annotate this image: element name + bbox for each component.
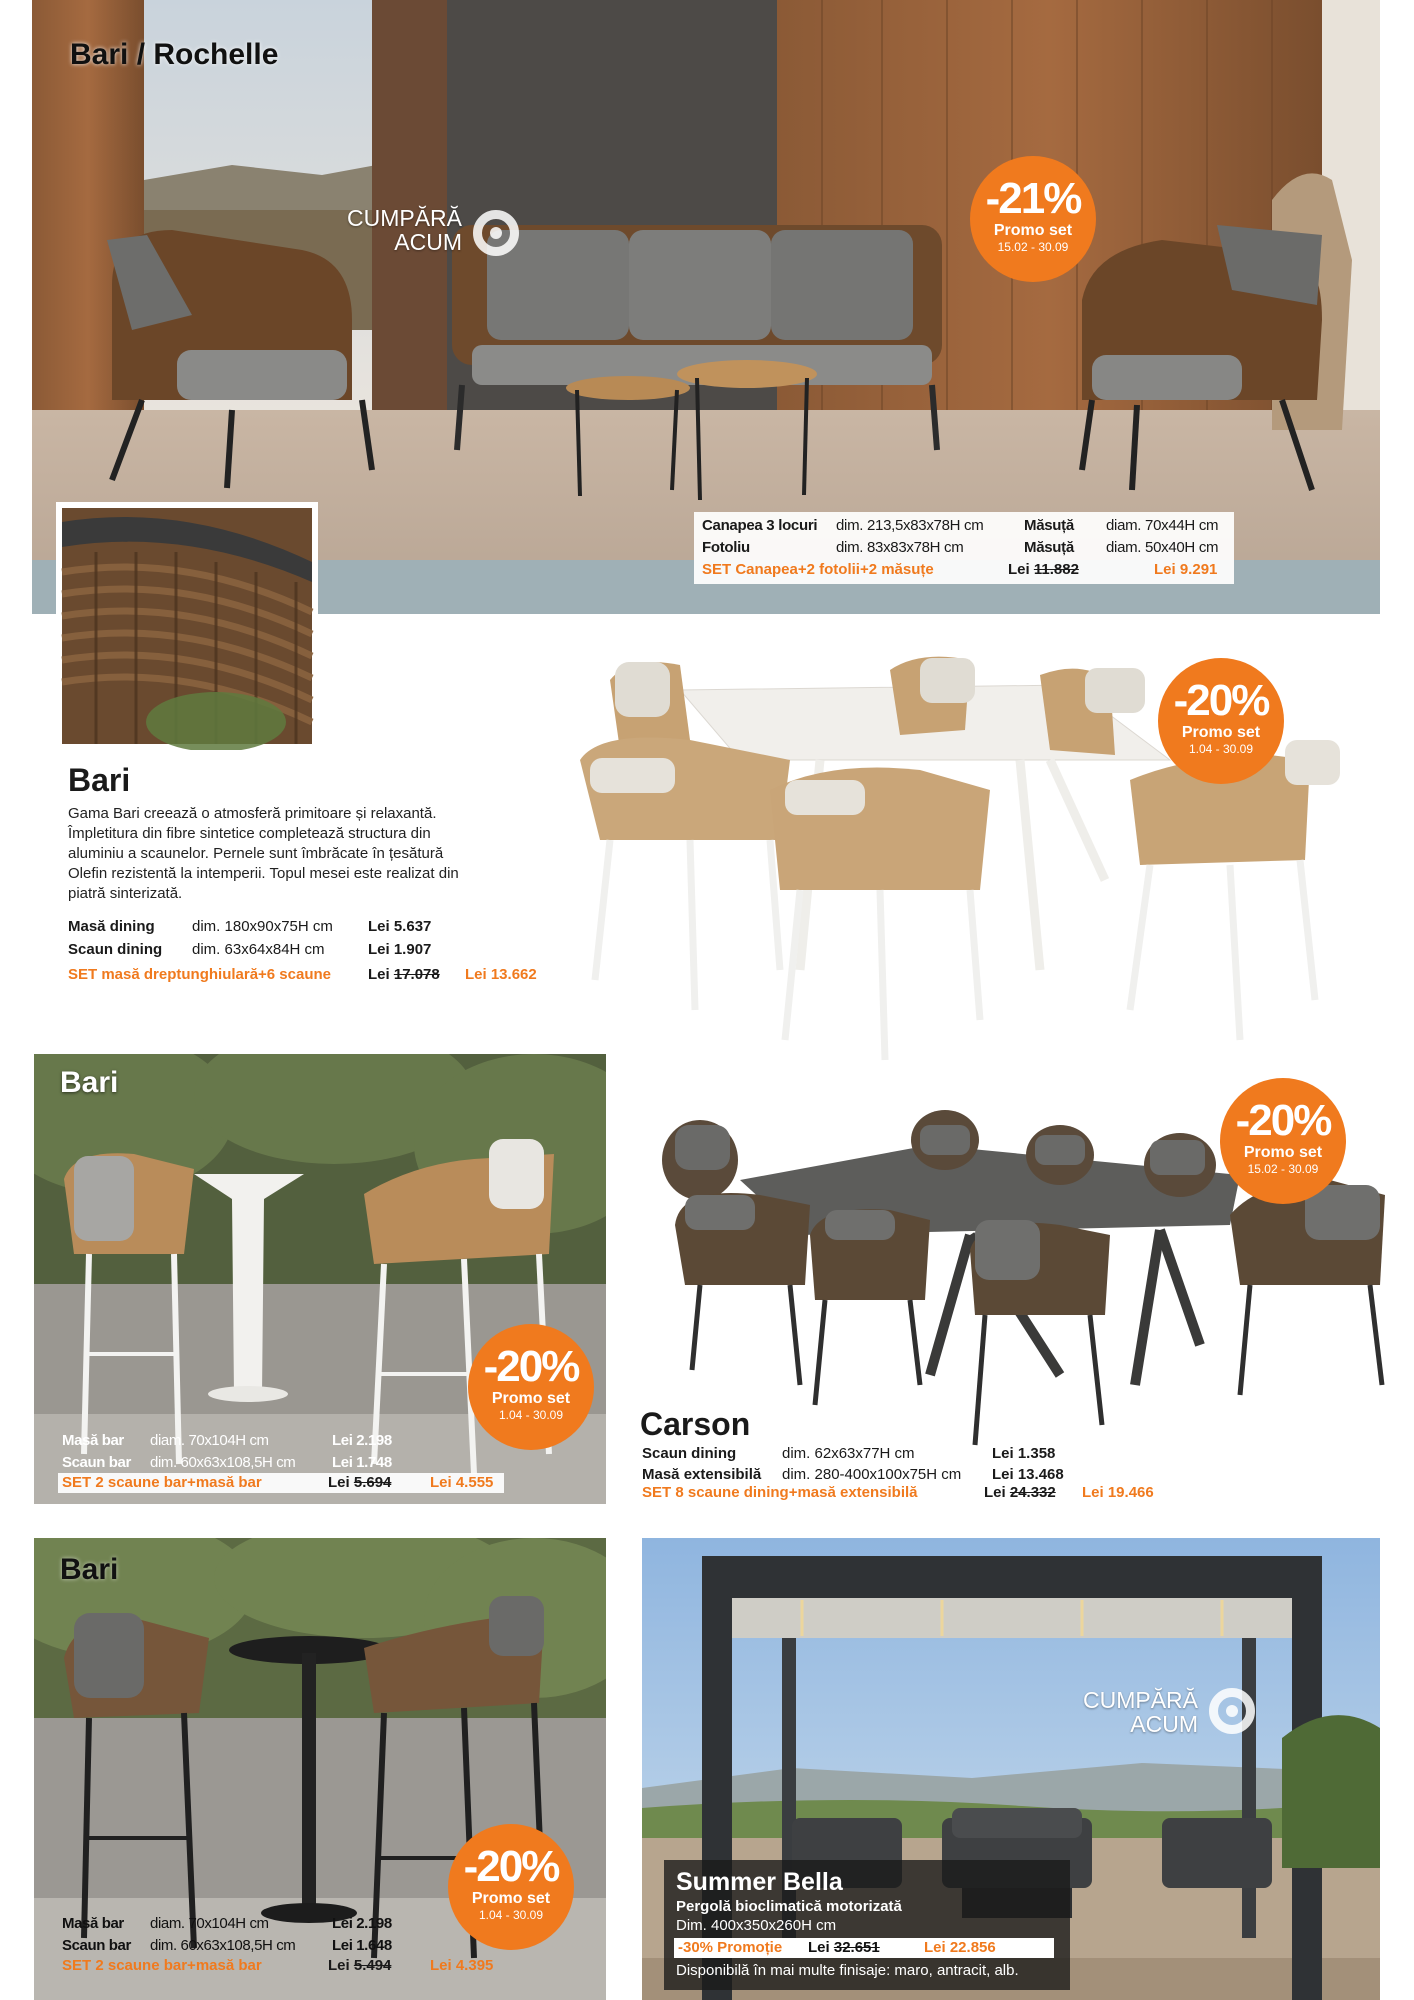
section6-title: Summer Bella [676, 1868, 843, 1896]
set-label: SET 2 scaune bar+masă bar [62, 1474, 262, 1491]
buy-now-button[interactable] [1209, 1688, 1255, 1734]
section2-set-row [68, 966, 548, 983]
table-row [68, 915, 437, 938]
section4-promo-badge [1220, 1078, 1346, 1204]
old-price [328, 1956, 391, 1976]
badge-label: Promo set [1181, 724, 1261, 741]
badge-percent: -20% [463, 1842, 559, 1891]
badge-dates: 15.02 - 30.09 [997, 240, 1069, 254]
spec-dim: diam. 50x40H cm [1106, 539, 1219, 556]
spec-dim: dim. 280-400x100x75H cm [782, 1466, 962, 1483]
set-label: SET 2 scaune bar+masă bar [62, 1957, 262, 1974]
section1-promo-badge [970, 156, 1096, 282]
table-row [702, 537, 1224, 559]
spec-dim: dim. 63x64x84H cm [192, 941, 325, 958]
section2-spec-table [68, 915, 437, 961]
spec-price: Lei 1.648 [332, 1937, 392, 1954]
old-price-value: 5.694 [353, 1474, 392, 1491]
set-label: SET masă dreptunghiulară+6 scaune [68, 966, 332, 983]
spec-dim: diam. 70x104H cm [150, 1915, 269, 1932]
old-price-prefix: Lei [984, 1484, 1006, 1501]
buy-line-2: ACUM [394, 229, 462, 256]
old-price-prefix: Lei [808, 1939, 830, 1956]
old-price-value: 32.651 [833, 1939, 880, 1956]
table-row [68, 938, 437, 961]
old-price [368, 966, 440, 983]
spec-dim: dim. 83x83x78H cm [836, 539, 964, 556]
old-price-value: 5.494 [353, 1957, 392, 1974]
badge-dates: 1.04 - 30.09 [498, 1408, 564, 1422]
section6-price-row [674, 1938, 1054, 1958]
old-price-prefix: Lei [1008, 561, 1030, 578]
section2-description: Gama Bari creează o atmosferă primitoare și relaxantă. Împletitura din fibre sintetice completează structura din aluminiu a scaunelor. Pernele sunt îmbrăcate în țesătură Olefin rezistentă la intemperii. Topul mesei este realizat din piatră sinterizată. [68, 805, 459, 902]
section6-subtitle: Pergolă bioclimatică motorizată [676, 1898, 902, 1915]
spec-name: Masă extensibilă [642, 1466, 762, 1483]
section6-info-panel [664, 1860, 1070, 1990]
spec-price: Lei 1.907 [368, 941, 432, 958]
badge-percent: -21% [985, 174, 1081, 223]
spec-dim: dim. 62x63x77H cm [782, 1445, 915, 1462]
section5-spec-table [62, 1913, 398, 1957]
spec-dim: dim. 213,5x83x78H cm [836, 517, 984, 534]
badge-label: Promo set [1243, 1144, 1323, 1161]
spec-name: Masă dining [68, 918, 155, 935]
set-label: SET 8 scaune dining+masă extensibilă [642, 1484, 918, 1501]
badge-percent: -20% [483, 1342, 579, 1391]
new-price: Lei 9.291 [1154, 561, 1218, 578]
table-row [642, 1464, 1070, 1485]
buy-line-2: ACUM [1130, 1711, 1198, 1738]
section3-set-row [58, 1473, 504, 1493]
badge-percent: -20% [1235, 1096, 1331, 1145]
spec-dim: dim. 60x63x108,5H cm [150, 1937, 296, 1954]
section6-note: Disponibilă în mai multe finisaje: maro, antracit, alb. [676, 1962, 1019, 1979]
old-price-value: 24.332 [1009, 1484, 1056, 1501]
old-price-value: 17.078 [393, 966, 440, 983]
weave-detail-photo [56, 502, 318, 750]
spec-dim: dim. 60x63x108,5H cm [150, 1454, 296, 1471]
spec-dim: dim. 180x90x75H cm [192, 918, 333, 935]
spec-price: Lei 5.637 [368, 918, 432, 935]
spec-price: Lei 1.748 [332, 1454, 392, 1471]
buy-line-1: CUMPĂRĂ [1082, 1687, 1198, 1713]
section5-promo-badge [448, 1824, 574, 1950]
spec-name: Canapea 3 locuri [702, 517, 818, 534]
spec-price: Lei 2.198 [332, 1432, 392, 1449]
section6-buy-label[interactable] [1038, 1688, 1198, 1736]
spec-name: Scaun dining [68, 941, 163, 958]
section1-spec-strip [694, 512, 1234, 584]
promo-label: -30% Promoție [678, 1939, 783, 1956]
old-price [808, 1938, 880, 1958]
spec-price: Lei 2.198 [332, 1915, 392, 1932]
table-row [642, 1443, 1070, 1464]
section3-title: Bari [60, 1066, 119, 1099]
spec-dim: diam. 70x104H cm [150, 1432, 269, 1449]
set-label: SET Canapea+2 fotolii+2 măsuțe [702, 561, 934, 578]
section3-promo-badge [468, 1324, 594, 1450]
old-price-prefix: Lei [328, 1957, 350, 1974]
section5-title: Bari [60, 1553, 119, 1586]
badge-label: Promo set [491, 1390, 571, 1407]
badge-label: Promo set [471, 1890, 551, 1907]
section1-buy-label[interactable] [322, 206, 462, 254]
table-row [62, 1430, 398, 1452]
spec-name: Scaun bar [62, 1454, 131, 1471]
section1-title: Bari / Rochelle [70, 38, 279, 71]
new-price: Lei 4.555 [430, 1474, 494, 1491]
table-row [702, 515, 1224, 537]
table-row [62, 1913, 398, 1935]
old-price-prefix: Lei [368, 966, 390, 983]
old-price-prefix: Lei [328, 1474, 350, 1491]
table-row [62, 1452, 398, 1474]
section4-spec-table [642, 1443, 1070, 1485]
section2-promo-badge [1158, 658, 1284, 784]
spec-name: Fotoliu [702, 539, 750, 556]
new-price: Lei 22.856 [924, 1939, 996, 1956]
new-price: Lei 19.466 [1082, 1484, 1154, 1501]
section2-title: Bari [68, 762, 131, 798]
spec-name: Măsuță [1024, 539, 1074, 556]
section5-set-row [62, 1956, 508, 1976]
old-price [984, 1484, 1056, 1501]
old-price-value: 11.882 [1033, 561, 1079, 578]
weave-detail-image [56, 502, 318, 750]
badge-dates: 1.04 - 30.09 [478, 1908, 544, 1922]
section4-title: Carson [640, 1406, 751, 1442]
badge-label: Promo set [993, 222, 1073, 239]
new-price: Lei 4.395 [430, 1957, 494, 1974]
badge-percent: -20% [1173, 676, 1269, 725]
spec-name: Scaun dining [642, 1445, 737, 1462]
new-price: Lei 13.662 [465, 966, 537, 983]
badge-dates: 15.02 - 30.09 [1247, 1162, 1319, 1176]
spec-name: Măsuță [1024, 517, 1074, 534]
spec-name: Masă bar [62, 1432, 124, 1449]
spec-price: Lei 13.468 [992, 1466, 1064, 1483]
section4-set-row [642, 1484, 1202, 1501]
spec-name: Scaun bar [62, 1937, 131, 1954]
old-price [1008, 561, 1079, 578]
spec-name: Masă bar [62, 1915, 124, 1932]
section1-spec-table [702, 515, 1224, 559]
section3-spec-table [62, 1430, 398, 1474]
badge-dates: 1.04 - 30.09 [1188, 742, 1254, 756]
buy-line-1: CUMPĂRĂ [346, 205, 462, 231]
spec-price: Lei 1.358 [992, 1445, 1056, 1462]
spec-dim: diam. 70x44H cm [1106, 517, 1219, 534]
section1-set-row [702, 561, 1227, 578]
buy-now-button[interactable] [473, 210, 519, 256]
table-row [62, 1935, 398, 1957]
old-price [328, 1473, 391, 1493]
section6-dimensions: Dim. 400x350x260H cm [676, 1917, 837, 1934]
